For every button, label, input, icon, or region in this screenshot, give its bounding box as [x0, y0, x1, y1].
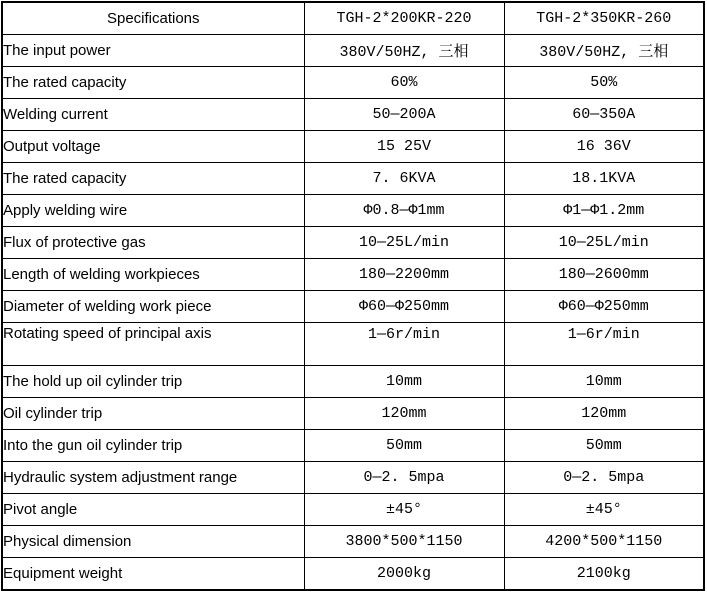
- spec-value-model-2: 120mm: [504, 398, 704, 430]
- spec-label: Equipment weight: [2, 558, 304, 591]
- spec-value-model-2: Φ1—Φ1.2mm: [504, 195, 704, 227]
- spec-value-model-2: 4200*500*1150: [504, 526, 704, 558]
- table-row: [2, 494, 704, 526]
- spec-label: Physical dimension: [2, 526, 304, 558]
- spec-value-model-1: 180—2200mm: [304, 259, 504, 291]
- table-row: [2, 462, 704, 494]
- table-row: [2, 366, 704, 398]
- spec-value-model-1: 15 25V: [304, 131, 504, 163]
- spec-value-model-1: Φ60—Φ250mm: [304, 291, 504, 323]
- spec-value-model-1: 10—25L/min: [304, 227, 504, 259]
- spec-value-model-2: 50%: [504, 67, 704, 99]
- spec-value-model-1: 50mm: [304, 430, 504, 462]
- spec-label: Flux of protective gas: [2, 227, 304, 259]
- spec-value-model-1: Φ0.8—Φ1mm: [304, 195, 504, 227]
- specifications-table: [1, 1, 705, 591]
- spec-label: Into the gun oil cylinder trip: [2, 430, 304, 462]
- spec-value-model-2: 380V/50HZ, 三相: [504, 35, 704, 67]
- spec-label: Pivot angle: [2, 494, 304, 526]
- table-row: [2, 430, 704, 462]
- spec-value-model-2: 50mm: [504, 430, 704, 462]
- table-row: [2, 99, 704, 131]
- spec-label: Apply welding wire: [2, 195, 304, 227]
- spec-label: The rated capacity: [2, 67, 304, 99]
- spec-value-model-2: ±45°: [504, 494, 704, 526]
- table-row: [2, 163, 704, 195]
- spec-value-model-2: 18.1KVA: [504, 163, 704, 195]
- table-row: [2, 526, 704, 558]
- spec-value-model-2: 16 36V: [504, 131, 704, 163]
- column-header-specifications: Specifications: [2, 2, 304, 35]
- spec-value-model-2: 60—350A: [504, 99, 704, 131]
- spec-value-model-2: 180—2600mm: [504, 259, 704, 291]
- spec-value-model-1: ±45°: [304, 494, 504, 526]
- column-header-model-2: TGH-2*350KR-260: [504, 2, 704, 35]
- spec-label: The input power: [2, 35, 304, 67]
- table-row: [2, 323, 704, 366]
- spec-label: Hydraulic system adjustment range: [2, 462, 304, 494]
- spec-value-model-1: 3800*500*1150: [304, 526, 504, 558]
- spec-value-model-2: 1—6r/min: [504, 323, 704, 366]
- spec-value-model-1: 1—6r/min: [304, 323, 504, 366]
- spec-label: Diameter of welding work piece: [2, 291, 304, 323]
- spec-label: The hold up oil cylinder trip: [2, 366, 304, 398]
- table-row: [2, 35, 704, 67]
- spec-label: Rotating speed of principal axis: [2, 323, 304, 366]
- spec-value-model-1: 10mm: [304, 366, 504, 398]
- spec-value-model-2: Φ60—Φ250mm: [504, 291, 704, 323]
- spec-value-model-1: 0—2. 5mpa: [304, 462, 504, 494]
- spec-value-model-1: 50—200A: [304, 99, 504, 131]
- spec-label: Length of welding workpieces: [2, 259, 304, 291]
- table-row: [2, 259, 704, 291]
- spec-value-model-1: 7. 6KVA: [304, 163, 504, 195]
- spec-value-model-2: 10mm: [504, 366, 704, 398]
- table-row: [2, 67, 704, 99]
- spec-value-model-2: 0—2. 5mpa: [504, 462, 704, 494]
- table-row: [2, 227, 704, 259]
- header-row: [2, 2, 704, 35]
- spec-value-model-1: 120mm: [304, 398, 504, 430]
- spec-value-model-1: 2000kg: [304, 558, 504, 591]
- spec-label: Output voltage: [2, 131, 304, 163]
- spec-value-model-1: 380V/50HZ, 三相: [304, 35, 504, 67]
- column-header-model-1: TGH-2*200KR-220: [304, 2, 504, 35]
- spec-value-model-1: 60%: [304, 67, 504, 99]
- table-row: [2, 195, 704, 227]
- spec-value-model-2: 10—25L/min: [504, 227, 704, 259]
- spec-label: The rated capacity: [2, 163, 304, 195]
- spec-value-model-2: 2100kg: [504, 558, 704, 591]
- spec-label: Oil cylinder trip: [2, 398, 304, 430]
- table-row: [2, 291, 704, 323]
- table-row: [2, 398, 704, 430]
- table-row: [2, 558, 704, 591]
- spec-label: Welding current: [2, 99, 304, 131]
- table-row: [2, 131, 704, 163]
